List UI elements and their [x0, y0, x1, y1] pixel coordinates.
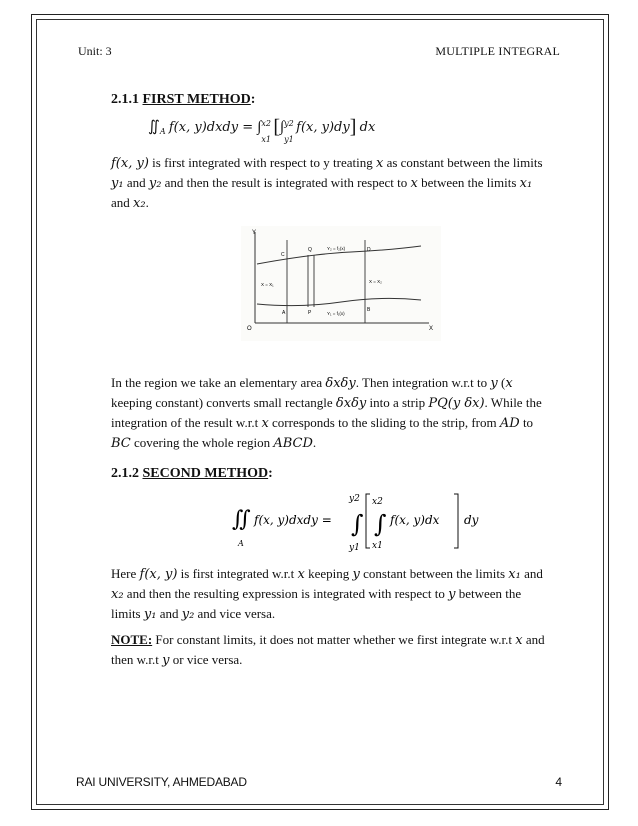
inline-math: y [448, 587, 456, 602]
text-run: to [519, 415, 534, 430]
y-upper-limit: y2 [284, 119, 294, 128]
header-title: MULTIPLE INTEGRAL [435, 44, 560, 58]
inner-integrand: f(x, y)dx [390, 513, 440, 527]
text-run: keeping [304, 566, 353, 581]
integral-x-sign: ∫ [257, 119, 262, 135]
text-run: and then the resulting expression is integrated with respect to [123, 586, 449, 601]
inline-math: y₂ [181, 607, 195, 622]
inline-math: y [162, 653, 170, 668]
inline-math: x₂ [133, 196, 146, 211]
section-title: FIRST METHOD [142, 92, 251, 107]
section-heading-first-method [111, 92, 255, 108]
inline-math: y₁ [111, 176, 124, 191]
text-run: and [520, 566, 543, 581]
text-run: is first integrated with respect to y treating [148, 155, 376, 170]
text-run: and [123, 175, 149, 190]
text-run: and vice versa. [194, 606, 276, 621]
text-run: corresponds to the sliding to the strip, from [268, 415, 500, 430]
section-colon: : [250, 92, 256, 107]
text-run: . [312, 435, 317, 450]
inline-math: x [375, 156, 384, 171]
text-run: . Then integration w.r.t to [355, 375, 491, 390]
point-q: Q [308, 247, 312, 253]
text-run: is first integrated w.r.t [177, 566, 298, 581]
inline-math: δxδy [325, 376, 356, 391]
section-number: 2.1.2 [111, 466, 139, 481]
integral-y-sign: ∫ [351, 510, 364, 538]
inline-math: x [261, 416, 269, 431]
text-run: or vice versa. [169, 652, 243, 667]
footer-university: RAI UNIVERSITY, AHMEDABAD [76, 775, 247, 789]
text-run: as constant between the limits [383, 155, 543, 170]
bracket-left [366, 494, 370, 548]
x-lower-limit: x1 [372, 541, 383, 551]
note-text [111, 632, 545, 667]
paragraph-text [111, 373, 551, 453]
integral-y-sign: ∫ [280, 119, 285, 135]
double-integral-sign: ∬ [232, 507, 251, 532]
text-run: into a strip [366, 395, 429, 410]
inline-math: x [297, 567, 305, 582]
inline-math: f(x, y) [111, 156, 149, 171]
inline-math: ABCD [273, 436, 313, 451]
note-block [111, 630, 551, 670]
footer-page-number: 4 [555, 775, 562, 789]
formula-first-method [148, 116, 376, 144]
region-diagram [241, 226, 441, 341]
formula-second-method [232, 488, 492, 552]
header-unit: Unit: 3 [78, 44, 112, 58]
origin-label: O [247, 326, 252, 332]
formula-lhs: f(x, y)dxdy = [254, 513, 332, 527]
double-integral-sign: ∬ [148, 119, 160, 135]
outer-differential: dx [359, 120, 376, 135]
inline-math: PQ(y δx) [428, 396, 485, 411]
y-lower-limit: y1 [349, 543, 360, 552]
inline-math: f(x, y) [139, 567, 178, 582]
inline-math: x [505, 376, 513, 391]
left-line-label: X = X₁ [261, 282, 274, 287]
x-axis-label: X [429, 326, 434, 332]
inline-math: x [410, 176, 418, 191]
bracket-right [454, 494, 458, 548]
text-run: and [111, 195, 134, 210]
inline-math: y [352, 567, 360, 582]
text-run: and then w.r.t [111, 632, 545, 667]
inline-math: y [490, 376, 498, 391]
point-b: B [367, 307, 371, 313]
integral-x-sign: ∫ [374, 510, 387, 538]
text-run: ( [497, 375, 506, 390]
x-upper-limit: x2 [372, 497, 383, 507]
paragraph-second-method [111, 564, 551, 624]
text-run: and then the result is integrated with respect to [161, 175, 411, 190]
text-run: For constant limits, it does not matter whether we first integrate w.r.t [152, 632, 516, 647]
y-upper-limit: y2 [349, 494, 360, 504]
text-run: between the limits [111, 586, 522, 621]
inline-math: x [515, 633, 523, 648]
upper-curve-label: Y₂ = f₂(x) [327, 246, 346, 251]
point-a: A [282, 310, 286, 316]
note-label: NOTE: [111, 632, 153, 647]
text-run: . While the integration of the result w.r.t [111, 395, 542, 430]
integral-domain: A [159, 127, 166, 136]
section-title: SECOND METHOD [142, 466, 269, 481]
right-line-label: X = X₂ [369, 279, 382, 284]
point-c: C [281, 252, 285, 258]
inline-math: x₁ [508, 567, 521, 582]
inline-math: y₁ [143, 607, 157, 622]
bracket-left: [ [273, 116, 281, 138]
section-number: 2.1.1 [111, 92, 139, 107]
text-run: . [145, 195, 149, 210]
x-upper-limit: x2 [261, 119, 271, 128]
inline-math: y₂ [148, 176, 162, 191]
text-run: keeping constant) converts small rectangle [111, 395, 336, 410]
paragraph-first-method [111, 153, 551, 213]
x-lower-limit: x1 [261, 135, 271, 144]
inline-math: BC [111, 436, 131, 451]
paragraph-region-explanation [111, 373, 551, 453]
paragraph-text [111, 153, 551, 213]
inline-math: δxδy [335, 396, 367, 411]
bracket-right: ] [349, 116, 357, 138]
text-run: covering the whole region [130, 435, 274, 450]
outer-differential: dy [464, 513, 479, 527]
text-run: Here [111, 566, 140, 581]
lower-curve-label: Y₁ = f₁(x) [327, 311, 345, 316]
y-axis-label: Y [252, 230, 257, 236]
point-p: P [308, 310, 312, 316]
inline-math: x₁ [519, 176, 533, 191]
text-run: between the limits [417, 175, 520, 190]
point-d: D [367, 247, 371, 253]
text-run: In the region we take an elementary area [111, 375, 326, 390]
y-lower-limit: y1 [284, 135, 294, 144]
inner-integrand: f(x, y)dy [296, 120, 350, 135]
text-run: and [156, 606, 182, 621]
integral-domain: A [238, 539, 244, 548]
text-run: constant between the limits [359, 566, 509, 581]
paragraph-text [111, 564, 551, 624]
inline-math: AD [499, 416, 520, 431]
section-heading-second-method [111, 466, 273, 482]
inline-math: x₂ [111, 587, 124, 602]
section-colon: : [268, 466, 273, 481]
formula-lhs: f(x, y)dxdy = [168, 120, 258, 135]
